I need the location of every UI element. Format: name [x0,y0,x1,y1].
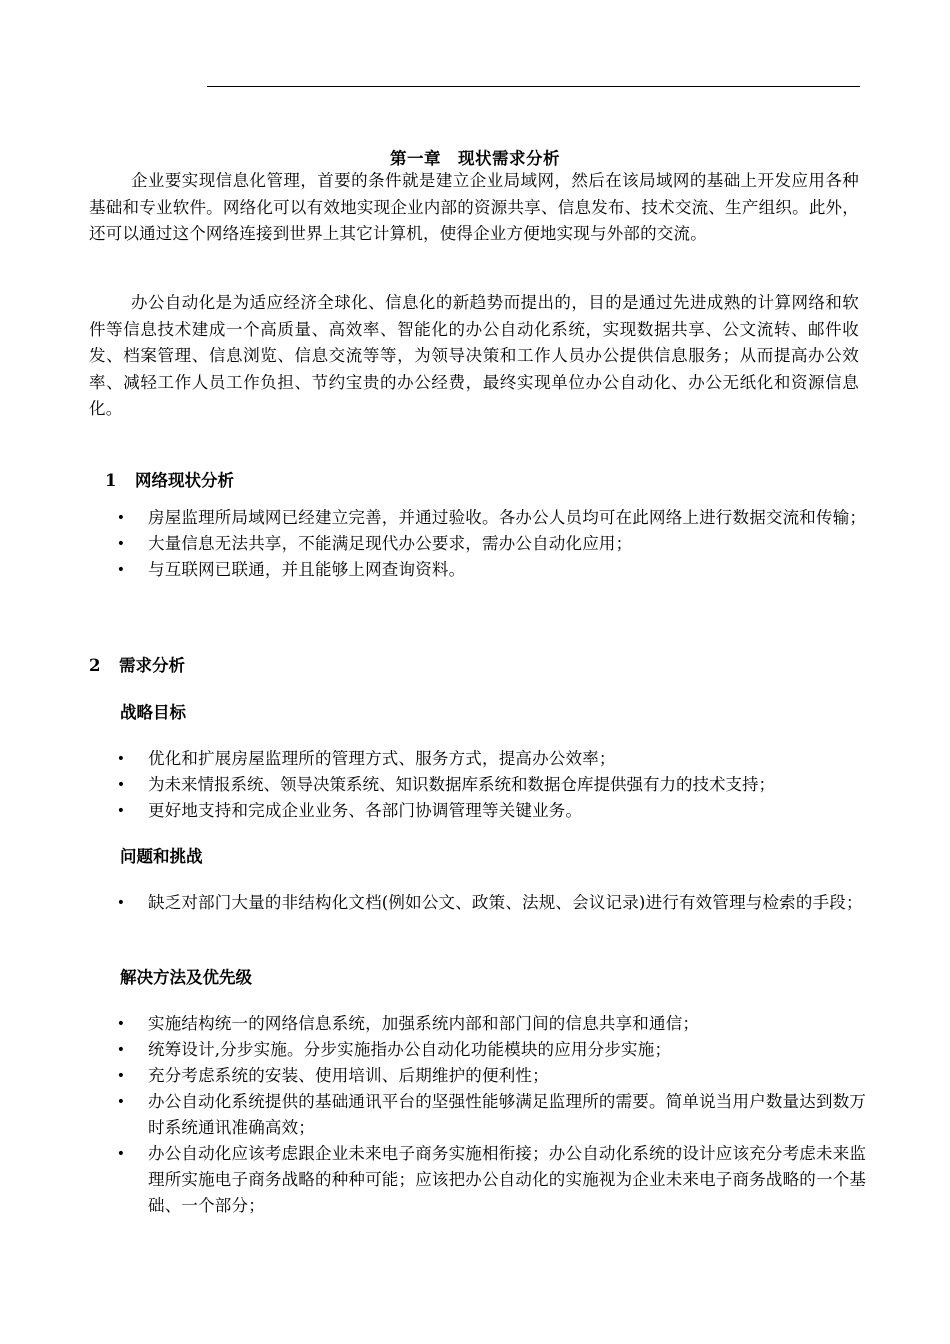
bullet-icon: • [116,751,126,767]
section-1-title: 网络现状分析 [135,471,234,490]
problems-heading: 问题和挑战 [120,847,203,866]
list-item: • 与互联网已联通，并且能够上网查询资料。 [115,557,875,583]
bullet-icon: • [116,777,126,793]
list-item: • 统筹设计,分步实施。分步实施指办公自动化功能模块的应用分步实施； [115,1037,875,1063]
bullet-icon: • [116,1068,126,1084]
section-2-title: 需求分析 [119,656,185,675]
strategy-list [115,746,875,824]
header-rule [207,86,860,87]
list-item: • 缺乏对部门大量的非结构化文档(例如公文、政策、法规、会议记录)进行有效管理与检索的手段； [115,890,875,916]
network-status-list [115,505,875,583]
bullet-icon: • [116,1042,126,1058]
bullet-icon: • [116,803,126,819]
solutions-list [115,1011,875,1219]
list-item: • 充分考虑系统的安装、使用培训、后期维护的便利性； [115,1063,875,1089]
bullet-icon: • [116,536,126,552]
bullet-icon: • [116,1016,126,1032]
section-1-heading [105,469,234,493]
solutions-heading: 解决方法及优先级 [120,968,252,987]
list-item: • 房屋监理所局域网已经建立完善，并通过验收。各办公人员均可在此网络上进行数据交流和传输； [115,505,875,531]
list-item: • 实施结构统一的网络信息系统，加强系统内部和部门间的信息共享和通信； [115,1011,875,1037]
list-item: • 办公自动化系统提供的基础通讯平台的坚强性能够满足监理所的需要。简单说当用户数量达到数万时系统通讯准确高效； [115,1089,875,1141]
list-item: • 大量信息无法共享，不能满足现代办公要求，需办公自动化应用； [115,531,875,557]
bullet-icon: • [116,895,126,911]
list-item: • 为未来情报系统、领导决策系统、知识数据库系统和数据仓库提供强有力的技术支持； [115,772,875,798]
list-item: • 优化和扩展房屋监理所的管理方式、服务方式，提高办公效率； [115,746,875,772]
intro-paragraph-2: 办公自动化是为适应经济全球化、信息化的新趋势而提出的，目的是通过先进成熟的计算网络和软件等信息技术建成一个高质量、高效率、智能化的办公自动化系统，实现数据共享、公文流转、邮件收发、档案管理、信息浏览、信息交流等等，为领导决策和工作人员办公提供信息服务；从而提高办公效率、减轻工作人员工作负担、节约宝贵的办公经费，最终实现单位办公自动化、办公无纸化和资源信息化。 [89,293,859,418]
intro-paragraph-1: 企业要实现信息化管理，首要的条件就是建立企业局域网，然后在该局域网的基础上开发应用各种基础和专业软件。网络化可以有效地实现企业内部的资源共享、信息发布、技术交流、生产组织。此外，还可以通过这个网络连接到世界上其它计算机，使得企业方便地实现与外部的交流。 [89,171,859,243]
strategy-heading: 战略目标 [120,703,186,722]
bullet-icon: • [116,562,126,578]
problems-list [115,890,875,916]
section-1-number: 1 [105,471,117,490]
list-item: • 更好地支持和完成企业业务、各部门协调管理等关键业务。 [115,798,875,824]
bullet-icon: • [116,1094,126,1110]
list-item: • 办公自动化应该考虑跟企业未来电子商务实施相衔接；办公自动化系统的设计应该充分考虑未来监理所实施电子商务战略的种种可能；应该把办公自动化的实施视为企业未来电子商务战略的一个基础、一个部分； [115,1141,875,1219]
bullet-icon: • [116,510,126,526]
chapter-title: 第一章 现状需求分析 [390,149,560,168]
section-2-number: 2 [89,656,101,675]
bullet-icon: • [116,1146,126,1162]
section-2-heading [89,654,185,678]
